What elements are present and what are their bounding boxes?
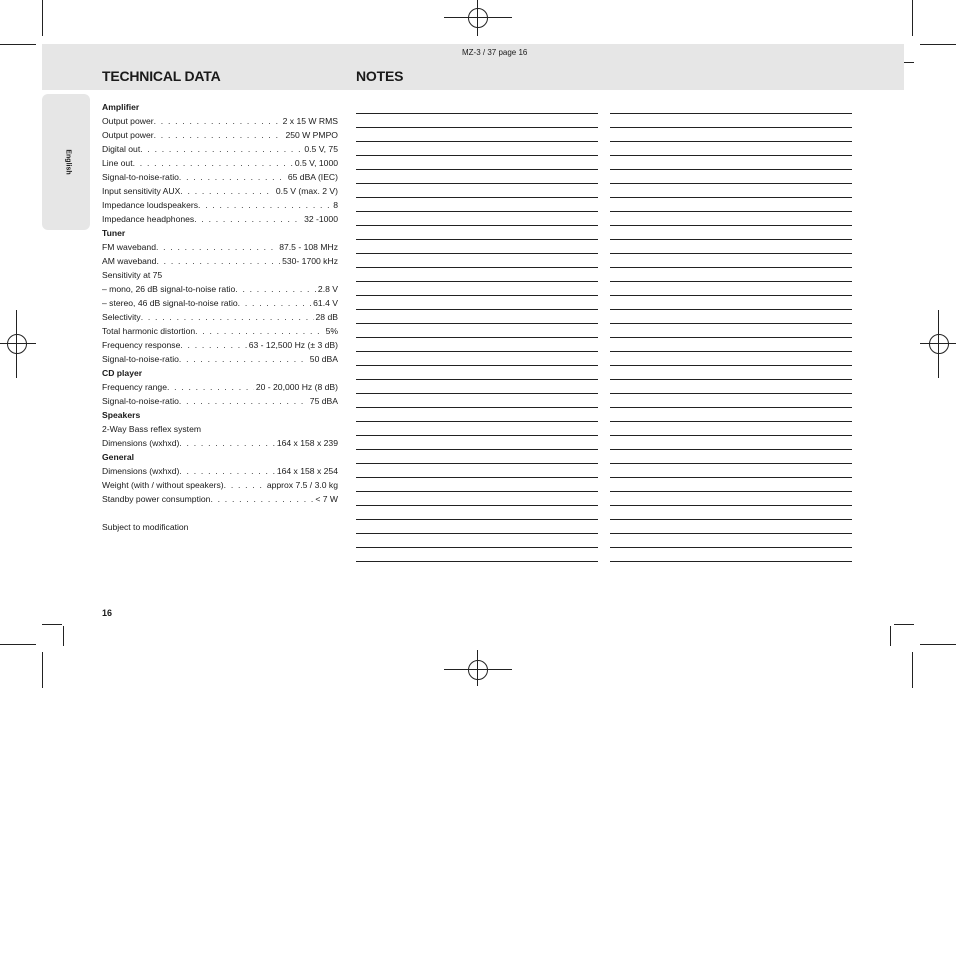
note-line	[610, 365, 852, 379]
spec-label: – mono, 26 dB signal-to-noise ratio	[102, 284, 236, 294]
note-line	[610, 155, 852, 169]
registration-mark	[468, 660, 488, 680]
note-line	[356, 211, 598, 225]
spec-row	[102, 282, 338, 296]
leader-dots	[156, 254, 280, 268]
spec-value: 2 x 15 W RMS	[282, 116, 338, 126]
spec-row	[102, 254, 338, 268]
note-line	[356, 295, 598, 309]
spec-label: Frequency response	[102, 340, 181, 350]
spec-value: 32 -1000	[304, 214, 338, 224]
registration-mark-hline	[444, 17, 512, 18]
spec-row	[102, 170, 338, 184]
registration-mark-vline	[938, 310, 939, 378]
note-line	[356, 281, 598, 295]
spec-label: Signal-to-noise-ratio	[102, 396, 179, 406]
note-line	[356, 421, 598, 435]
spec-label: Output power	[102, 116, 154, 126]
registration-mark-hline	[444, 669, 512, 670]
note-line	[356, 351, 598, 365]
note-line	[610, 533, 852, 547]
registration-mark-vline	[477, 0, 478, 36]
spec-value: 50 dBA	[309, 354, 338, 364]
registration-mark-hline	[0, 343, 36, 344]
crop-mark	[912, 652, 913, 688]
note-line	[610, 379, 852, 393]
footnote: Subject to modification	[102, 522, 189, 532]
note-line	[356, 267, 598, 281]
note-line	[356, 197, 598, 211]
note-line	[610, 127, 852, 141]
spec-row	[102, 212, 338, 226]
note-line	[356, 141, 598, 155]
note-line	[356, 393, 598, 407]
spec-row	[102, 128, 338, 142]
leader-dots	[179, 464, 274, 478]
language-tab-label: English	[64, 149, 72, 175]
job-info: MZ-3 / 37 page 16	[462, 48, 528, 57]
note-line	[356, 477, 598, 491]
leader-dots	[154, 114, 281, 128]
note-line	[610, 295, 852, 309]
spec-row	[102, 114, 338, 128]
spec-row	[102, 156, 338, 170]
note-line	[356, 155, 598, 169]
crop-mark	[42, 0, 43, 36]
spec-label: Dimensions (wxhxd)	[102, 466, 180, 476]
spec-row	[102, 142, 338, 156]
note-line	[610, 267, 852, 281]
note-line	[356, 561, 598, 575]
spec-row	[102, 380, 338, 394]
note-line	[356, 505, 598, 519]
spec-label: Input sensitivity AUX	[102, 186, 181, 196]
note-line	[610, 505, 852, 519]
note-line	[356, 225, 598, 239]
registration-mark	[7, 334, 27, 354]
spec-row	[102, 352, 338, 366]
note-line	[610, 309, 852, 323]
spec-label: Total harmonic distortion	[102, 326, 196, 336]
note-line	[610, 421, 852, 435]
spec-text: Sensitivity at 75	[102, 270, 163, 280]
spec-label: – stereo, 46 dB signal-to-noise ratio	[102, 298, 238, 308]
spec-row	[102, 296, 338, 310]
note-line	[610, 491, 852, 505]
note-line	[356, 449, 598, 463]
spec-value: 2.8 V	[317, 284, 338, 294]
spec-value: 250 W PMPO	[285, 130, 338, 140]
spec-section-heading: Speakers	[102, 410, 141, 420]
spec-label: Standby power consumption	[102, 494, 211, 504]
note-line	[356, 127, 598, 141]
note-line	[610, 407, 852, 421]
note-line	[610, 211, 852, 225]
spec-label: Output power	[102, 130, 154, 140]
note-line	[610, 253, 852, 267]
spec-value: 61.4 V	[313, 298, 338, 308]
spec-label: Frequency range	[102, 382, 167, 392]
spec-value: 65 dBA (IEC)	[287, 172, 338, 182]
spec-value: 0.5 V, 75	[304, 144, 338, 154]
spec-value: 164 x 158 x 254	[276, 466, 338, 476]
note-line	[356, 407, 598, 421]
note-line	[356, 183, 598, 197]
technical-data-specs	[102, 100, 338, 534]
note-line	[610, 183, 852, 197]
spec-label: Signal-to-noise-ratio	[102, 354, 179, 364]
spec-label: Selectivity	[102, 312, 141, 322]
leader-dots	[141, 310, 314, 324]
spec-label: Impedance headphones	[102, 214, 195, 224]
technical-data-title: TECHNICAL DATA	[102, 68, 221, 84]
spec-value: 0.5 V (max. 2 V)	[275, 186, 338, 196]
registration-mark	[468, 8, 488, 28]
leader-dots	[179, 170, 286, 184]
note-line	[356, 519, 598, 533]
spec-row	[102, 240, 338, 254]
notes-column-right	[610, 113, 852, 575]
note-line	[356, 365, 598, 379]
leader-dots	[179, 394, 308, 408]
spec-row	[102, 436, 338, 450]
spec-label: Weight (with / without speakers)	[102, 480, 224, 490]
note-line	[610, 337, 852, 351]
note-line	[610, 113, 852, 127]
spec-label: AM waveband	[102, 256, 157, 266]
note-line	[356, 253, 598, 267]
crop-mark	[0, 44, 36, 45]
spec-section-heading: CD player	[102, 368, 143, 378]
spec-value: 8	[333, 200, 338, 210]
note-line	[610, 547, 852, 561]
note-line	[610, 393, 852, 407]
note-line	[610, 281, 852, 295]
crop-mark	[63, 626, 64, 646]
note-line	[356, 309, 598, 323]
spec-section-heading: Tuner	[102, 228, 126, 238]
leader-dots	[154, 128, 284, 142]
note-line	[610, 435, 852, 449]
registration-mark-vline	[477, 650, 478, 686]
note-line	[610, 225, 852, 239]
note-line	[610, 197, 852, 211]
crop-mark	[0, 644, 36, 645]
spec-label: Impedance loudspeakers	[102, 200, 199, 210]
leader-dots	[194, 212, 302, 226]
spec-value: 87.5 - 108 MHz	[279, 242, 338, 252]
note-line	[356, 547, 598, 561]
spec-row	[102, 492, 338, 506]
spec-row	[102, 338, 338, 352]
note-line	[356, 379, 598, 393]
spec-label: Line out	[102, 158, 133, 168]
spec-value: 0.5 V, 1000	[294, 158, 338, 168]
spec-section-heading: General	[102, 452, 135, 462]
note-line	[356, 113, 598, 127]
spec-row	[102, 310, 338, 324]
crop-mark	[894, 624, 914, 625]
leader-dots	[180, 338, 246, 352]
note-line	[356, 491, 598, 505]
leader-dots	[179, 436, 274, 450]
notes-column-left	[356, 113, 598, 575]
note-line	[610, 141, 852, 155]
spec-row	[102, 184, 338, 198]
leader-dots	[235, 282, 316, 296]
spec-value: 75 dBA	[309, 396, 338, 406]
spec-row	[102, 478, 338, 492]
note-line	[610, 561, 852, 575]
note-line	[610, 519, 852, 533]
note-line	[356, 323, 598, 337]
note-line	[610, 169, 852, 183]
leader-dots	[210, 492, 313, 506]
spec-label: Signal-to-noise-ratio	[102, 172, 179, 182]
spec-value: 63 - 12,500 Hz (± 3 dB)	[248, 340, 338, 350]
spec-row	[102, 464, 338, 478]
spec-label: Digital out	[102, 144, 141, 154]
leader-dots	[156, 240, 277, 254]
spec-row	[102, 394, 338, 408]
registration-mark-vline	[16, 310, 17, 378]
crop-mark	[920, 644, 956, 645]
registration-mark	[929, 334, 949, 354]
leader-dots	[180, 184, 274, 198]
crop-mark	[920, 44, 956, 45]
note-line	[610, 239, 852, 253]
spec-text: 2-Way Bass reflex system	[102, 424, 202, 434]
page-number: 16	[102, 608, 113, 618]
crop-mark	[912, 0, 913, 36]
leader-dots	[140, 142, 302, 156]
leader-dots	[179, 352, 308, 366]
spec-value: 28 dB	[315, 312, 338, 322]
note-line	[610, 477, 852, 491]
leader-dots	[167, 380, 254, 394]
leader-dots	[198, 198, 331, 212]
leader-dots	[133, 156, 293, 170]
notes-title: NOTES	[356, 68, 404, 84]
note-line	[356, 435, 598, 449]
spec-section-heading: Amplifier	[102, 102, 140, 112]
leader-dots	[238, 296, 311, 310]
spec-row	[102, 324, 338, 338]
spec-row	[102, 198, 338, 212]
crop-mark	[42, 652, 43, 688]
note-line	[610, 323, 852, 337]
note-line	[356, 533, 598, 547]
spec-value: 164 x 158 x 239	[276, 438, 338, 448]
spec-value: approx 7.5 / 3.0 kg	[266, 480, 338, 490]
spec-value: 20 - 20,000 Hz (8 dB)	[255, 382, 338, 392]
spacer	[102, 506, 338, 520]
crop-mark	[42, 624, 62, 625]
note-line	[610, 449, 852, 463]
spec-label: Dimensions (wxhxd)	[102, 438, 180, 448]
leader-dots	[195, 324, 323, 338]
note-line	[356, 169, 598, 183]
spec-value: < 7 W	[315, 494, 338, 504]
spec-value: 5%	[325, 326, 338, 336]
note-line	[356, 239, 598, 253]
note-line	[610, 463, 852, 477]
leader-dots	[224, 478, 265, 492]
note-line	[356, 337, 598, 351]
note-line	[610, 351, 852, 365]
spec-value: 530- 1700 kHz	[282, 256, 338, 266]
crop-mark	[890, 626, 891, 646]
spec-label: FM waveband	[102, 242, 156, 252]
note-line	[356, 463, 598, 477]
